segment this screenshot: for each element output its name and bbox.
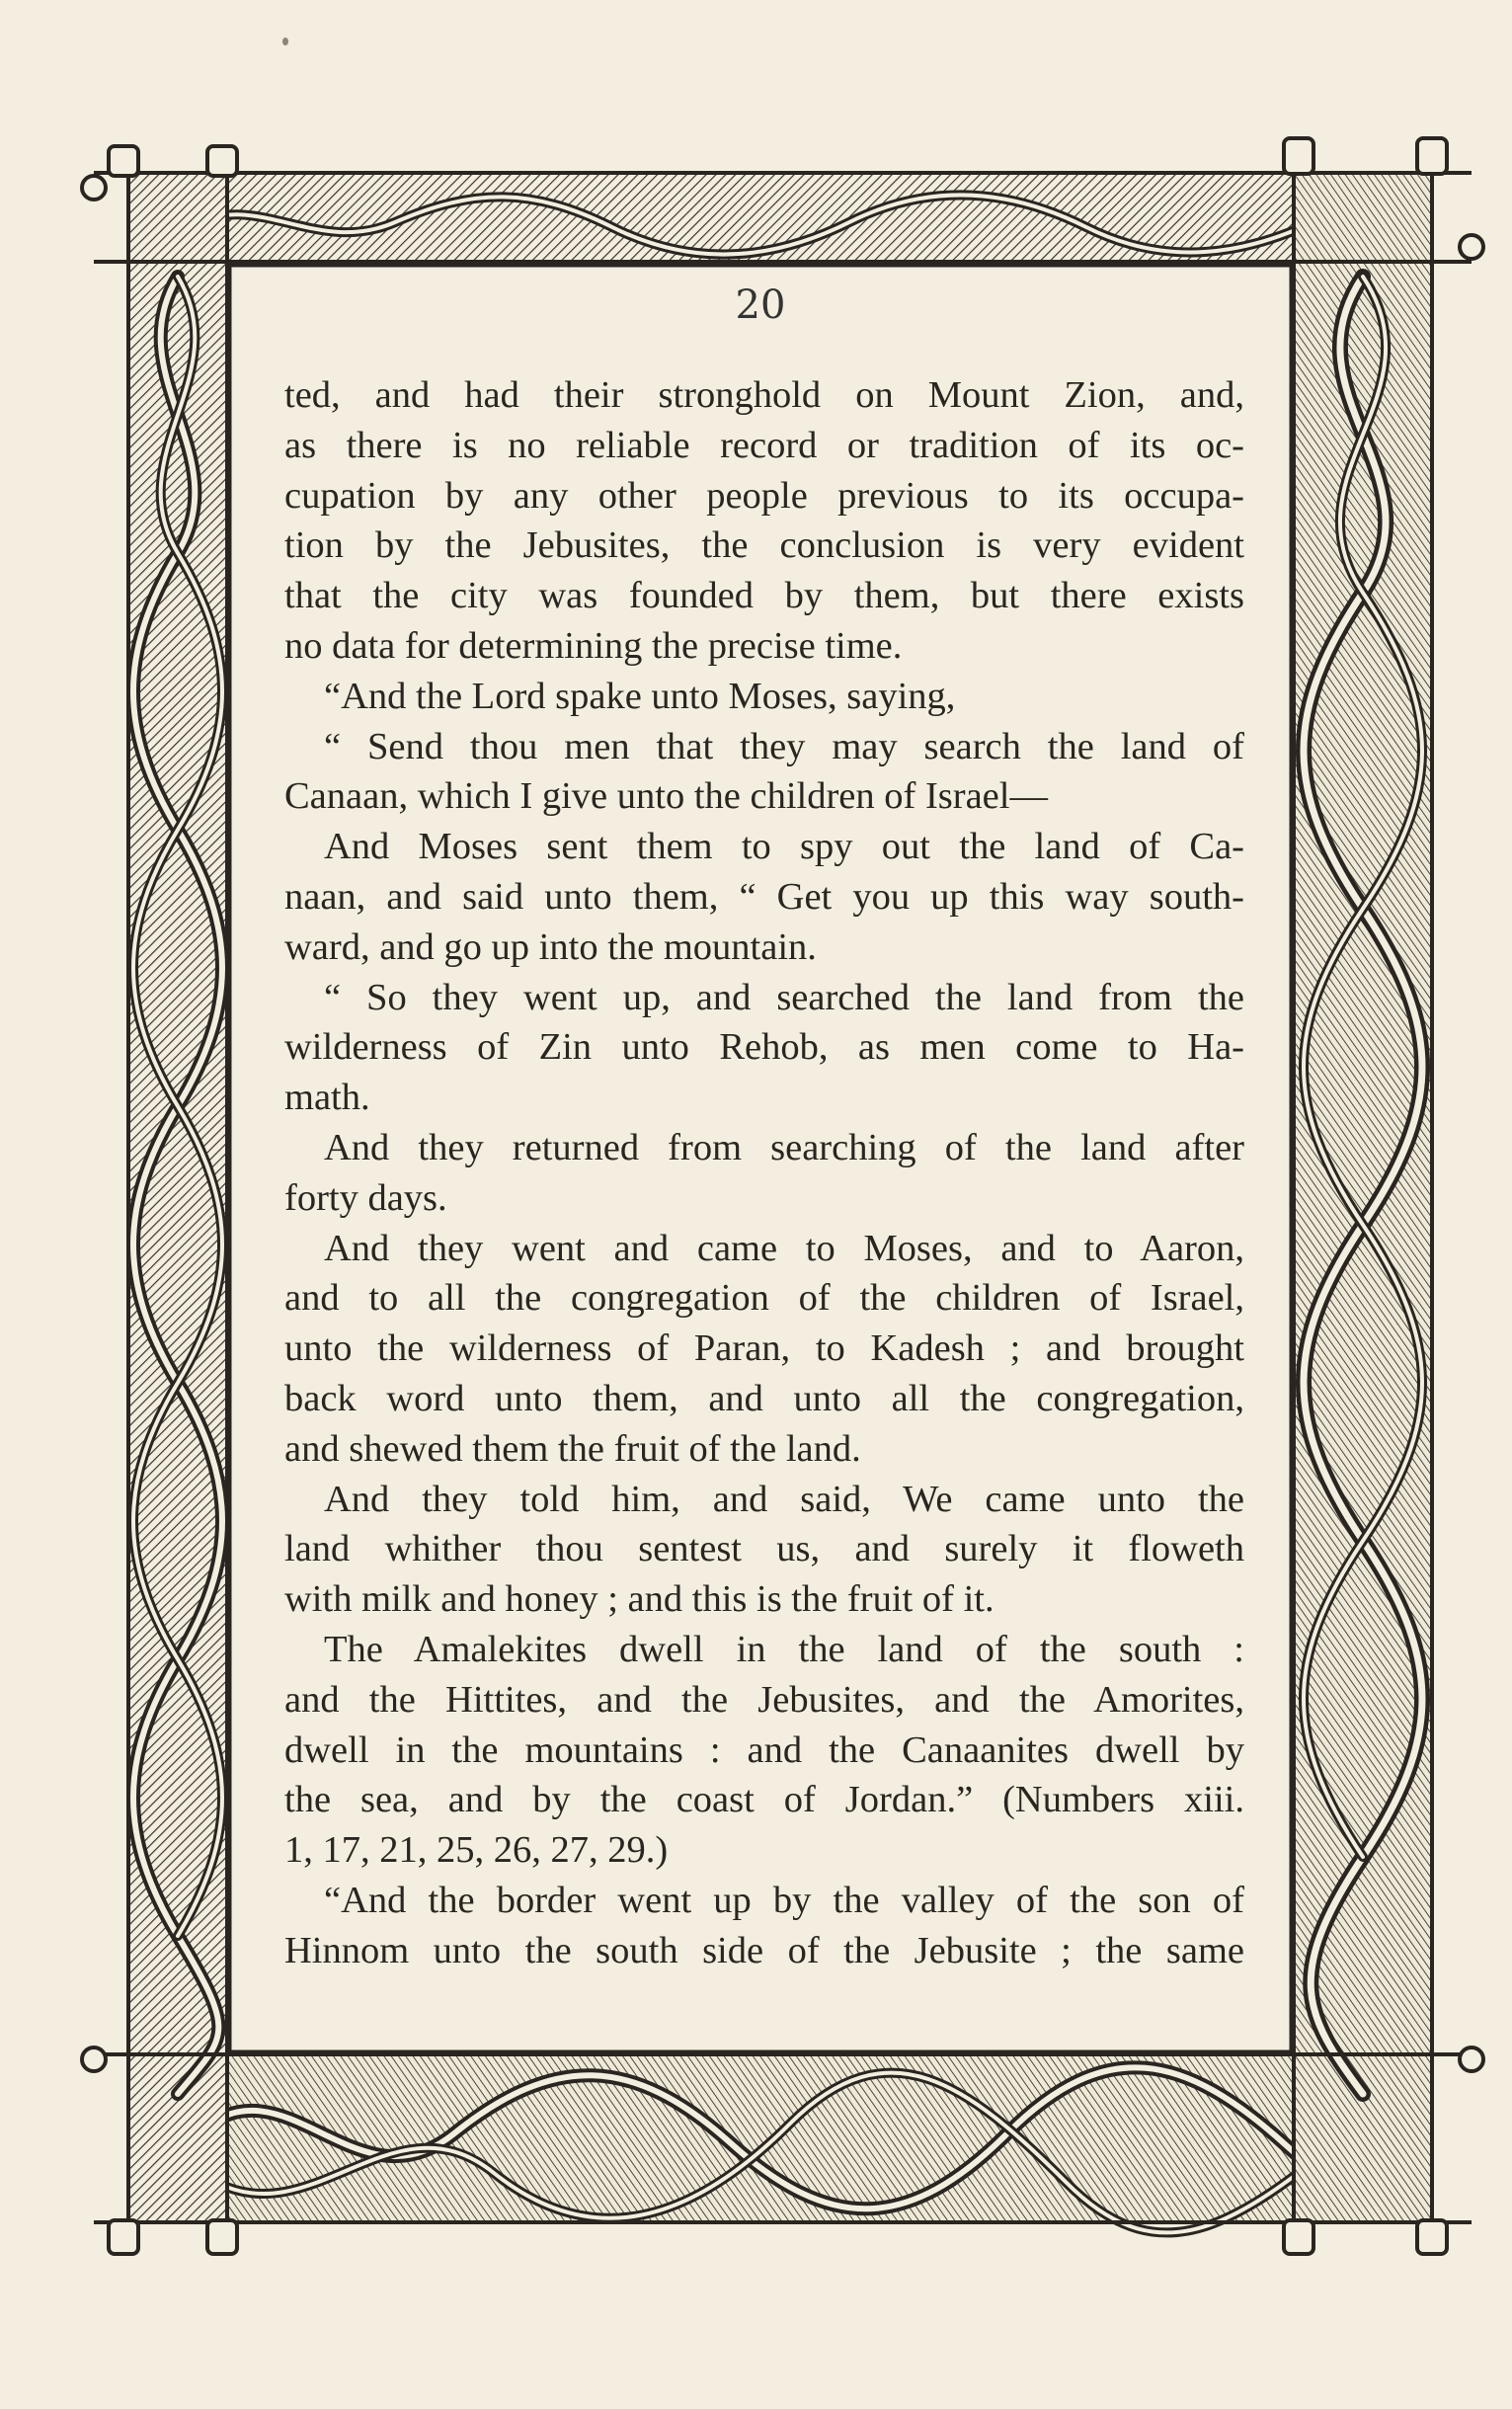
text-line: no data for determining the precise time. [284, 624, 903, 667]
text-line: the sea, and by the coast of Jordan.” (Numbers xiii. [284, 1779, 1244, 1821]
text-line: wilderness of Zin unto Rehob, as men come to Ha- [284, 1026, 1244, 1069]
text-line: ted, and had their stronghold on Mount Zion, and, [284, 374, 1244, 416]
border-left [128, 173, 227, 2222]
text-line: and shewed them the fruit of the land. [284, 1427, 861, 1470]
text-line: math. [284, 1077, 370, 1119]
text-line: as there is no reliable record or tradition of its oc- [284, 424, 1244, 466]
text-line: And they told him, and said, We came unto the [324, 1478, 1244, 1520]
text-line: Canaan, which I give unto the children of Israel— [284, 775, 1048, 818]
border-right [1294, 173, 1432, 2222]
text-line: And they went and came to Moses, and to Aaron, [324, 1227, 1244, 1269]
text-line: And Moses sent them to spy out the land of Ca- [324, 826, 1244, 868]
text-line: tion by the Jebusites, the conclusion is very evident [284, 524, 1244, 567]
page-number: 20 [735, 282, 786, 328]
text-line: land whither thou sentest us, and surely it floweth [284, 1528, 1244, 1570]
text-line: dwell in the mountains : and the Canaanites dwell by [284, 1728, 1244, 1771]
text-line: cupation by any other people previous to its occupa- [284, 474, 1244, 517]
text-line: The Amalekites dwell in the land of the south : [324, 1628, 1244, 1670]
text-line: back word unto them, and unto all the congregation, [284, 1377, 1244, 1419]
text-line: 1, 17, 21, 25, 26, 27, 29.) [284, 1829, 669, 1872]
border-top [128, 173, 1432, 262]
text-line: that the city was founded by them, but there exists [284, 575, 1244, 617]
text-line: unto the wilderness of Paran, to Kadesh ; and brought [284, 1327, 1244, 1370]
text-line: “ Send thou men that they may search the land of [324, 725, 1244, 767]
text-line: with milk and honey ; and this is the fruit of it. [284, 1578, 995, 1621]
text-line: “ So they went up, and searched the land from the [324, 976, 1244, 1018]
text-line: “And the border went up by the valley of the son of [324, 1879, 1244, 1921]
text-line: And they returned from searching of the land after [324, 1126, 1244, 1168]
text-line: naan, and said unto them, “ Get you up this way south- [284, 875, 1244, 918]
border-bottom [128, 2054, 1432, 2232]
text-line: and to all the congregation of the children of Israel, [284, 1277, 1244, 1320]
text-line: ward, and go up into the mountain. [284, 925, 817, 968]
text-line: forty days. [284, 1176, 447, 1219]
body-text [284, 370, 1244, 1976]
text-line: Hinnom unto the south side of the Jebusite ; the same [284, 1929, 1244, 1971]
text-line: and the Hittites, and the Jebusites, and the Amorites, [284, 1678, 1244, 1721]
text-line: “And the Lord spake unto Moses, saying, [324, 675, 956, 717]
